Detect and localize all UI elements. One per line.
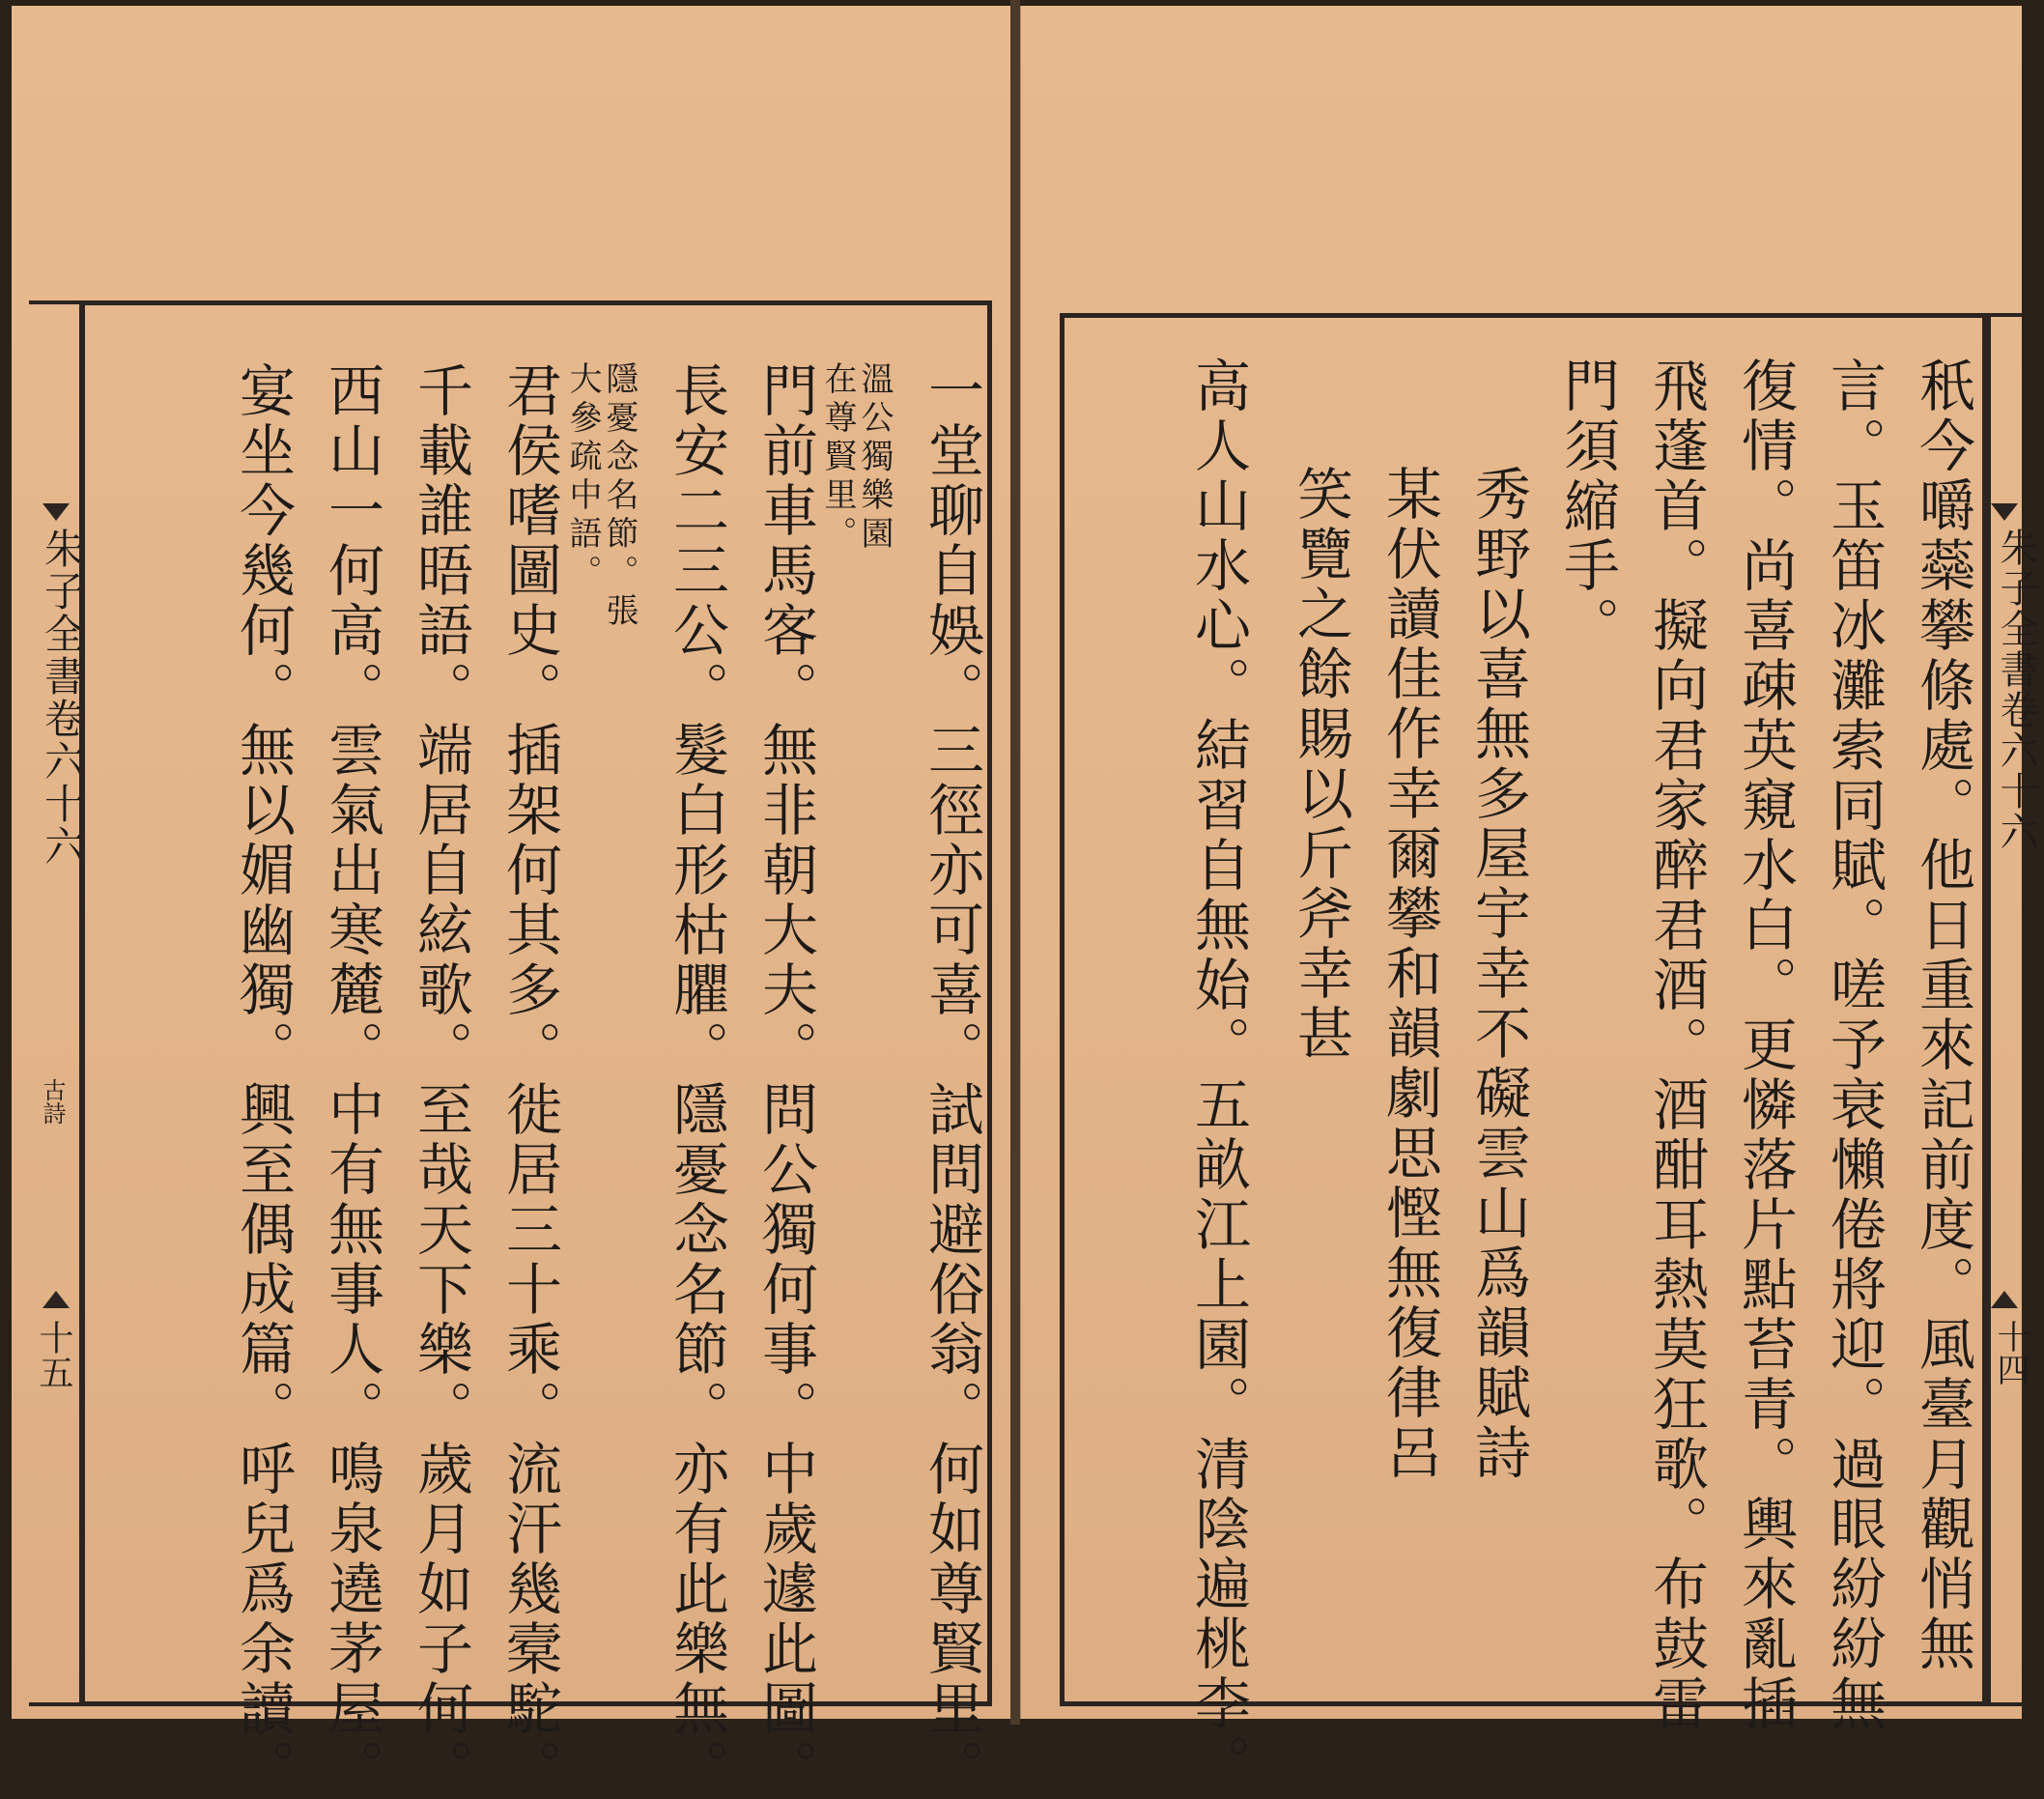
right-page <box>1020 6 2038 1794</box>
book-spine-gutter <box>1010 0 1020 1725</box>
note-column-5a: 隱憂念名節。張 <box>600 361 639 632</box>
right-margin-strip <box>1987 313 2022 1706</box>
right-text-frame <box>1060 313 1987 1794</box>
text-column-3: 復情。尚喜疎英窺水白。更憐落片點苔青。輿來亂插 <box>1732 357 1798 1734</box>
text-column-8: 笑覽之餘賜以斤斧幸甚 <box>1288 465 1353 1064</box>
text-column-2: 言。玉笛冰灘索同賦。嗟予衰懶倦將迎。過眼紛紛無 <box>1821 357 1887 1734</box>
right-book-title: 朱子全書卷六十六 <box>1994 528 2038 852</box>
text-column-7: 某伏讀佳作幸爾攀和韻劇思慳無復律呂 <box>1377 465 1442 1483</box>
text-column-4: 長安二三公。髮白形枯臞。隱憂念名節。亦有此樂無。 <box>664 361 729 1799</box>
text-column-1: 秖今嚼蘂攀條處。他日重來記前度。風臺月觀悄無 <box>1910 357 1975 1674</box>
left-book-title: 朱子全書卷六十六 <box>39 528 86 868</box>
text-column-5: 門須縮手。 <box>1554 357 1620 656</box>
note-column-2a: 溫公獨樂園 <box>855 361 894 555</box>
fish-tail-mark-top-right <box>1991 503 2018 521</box>
text-column-7: 千載誰晤語。端居自絃歌。至哉天下樂。歲月如子何。 <box>408 361 473 1799</box>
text-column-9: 高人山水心。結習自無始。五畝江上園。清陰遍桃李。 <box>1185 357 1251 1794</box>
left-page-number: 十五 <box>34 1320 73 1389</box>
fish-tail-mark-bottom-right <box>1991 1291 2018 1308</box>
note-column-2b: 在尊賢里。 <box>818 361 857 555</box>
text-column-9: 宴坐今幾何。無以媚幽獨。興至偶成篇。呼兒爲余讀。 <box>230 361 296 1799</box>
fish-tail-mark-bottom <box>43 1291 70 1308</box>
note-column-5b: 大參疏中語。 <box>563 361 602 593</box>
left-text-frame <box>79 300 992 1799</box>
right-page-number: 十四 <box>1991 1320 2030 1385</box>
left-page <box>12 6 1011 1799</box>
fish-tail-mark-top <box>43 503 70 521</box>
text-column-4: 飛蓬首。擬向君家醉君酒。酒酣耳熱莫狂歌。布鼓雷 <box>1643 357 1709 1734</box>
text-column-1: 一堂聊自娛。三徑亦可喜。試問避俗翁。何如尊賢里。 <box>919 361 984 1799</box>
text-column-3: 門前車馬客。無非朝大夫。問公獨何事。中歲遽此圖。 <box>752 361 818 1799</box>
text-column-6: 君侯嗜圖史。插架何其多。徙居三十乘。流汗幾槖駝。 <box>497 361 562 1799</box>
text-column-6: 秀野以喜無多屋宇幸不礙雲山爲韻賦詩 <box>1465 465 1531 1483</box>
text-column-8: 西山一何高。雲氣出寒麓。中有無事人。鳴泉遶茅屋。 <box>319 361 384 1799</box>
left-category-label: 古詩 <box>39 1078 66 1125</box>
